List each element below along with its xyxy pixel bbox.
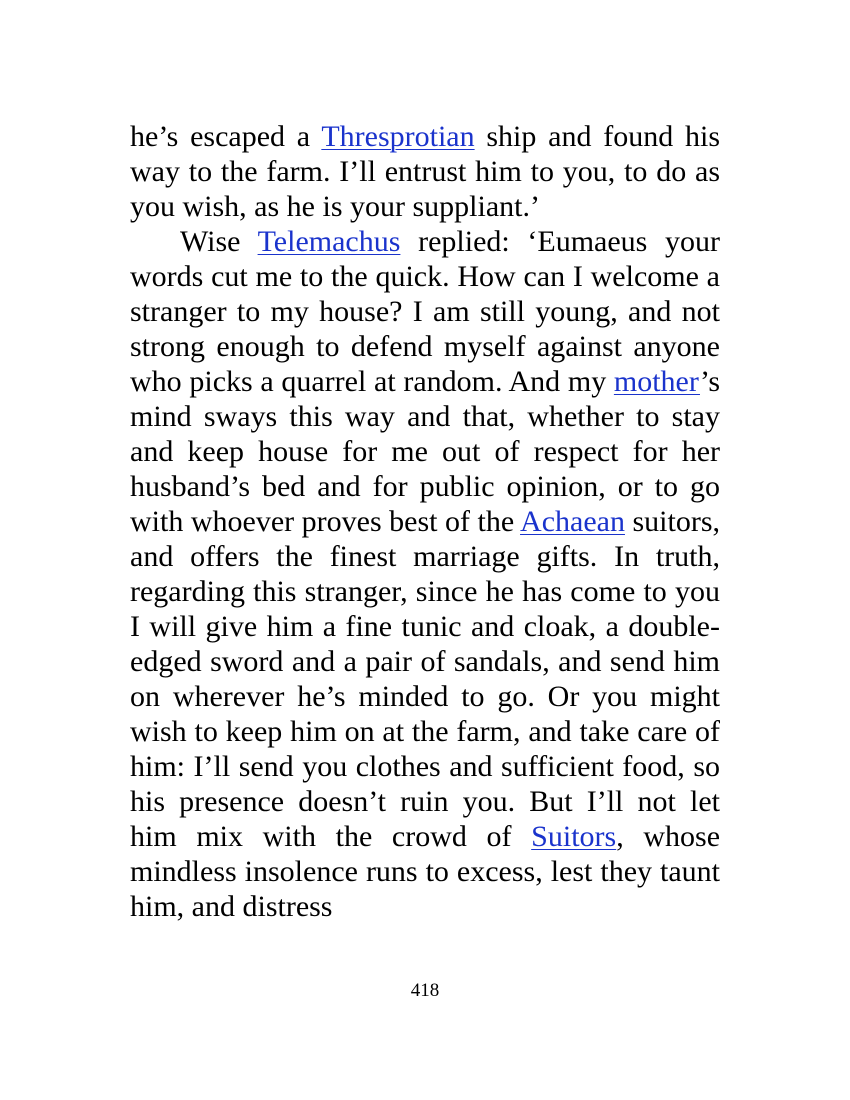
link-suitors[interactable]: Suitors [531, 820, 617, 853]
page-number: 418 [410, 980, 440, 1001]
link-achaean[interactable]: Achaean [520, 505, 625, 538]
text-run: ship and found his way to the farm. I’ll entrust him to you, to do as you wish, as he is your suppliant.’ [130, 120, 720, 223]
link-telemachus[interactable]: Telemachus [257, 225, 401, 258]
text-run: suitors, and offers the finest marriage gifts. In truth, regarding this stranger, since he has come to you I will give him a fine tunic and cloak, a double-edged sword and a pair of sandals, and send him on wherever he’s minded to go. Or you might wish to keep him on at the farm, and take care of him: I’ll send you clothes and sufficient food, so his presence doesn’t ruin you. But I’ll not let him mix with the crowd of [130, 505, 720, 853]
text-run: Wise [180, 225, 258, 258]
link-mother[interactable]: mother [613, 365, 700, 398]
text-run: , whose mindless insolence runs to excess, lest they taunt him, and distress [130, 820, 721, 923]
text-run: replied: ‘Eumaeus your words cut me to the quick. How can I welcome a stranger to my house? I am still young, and not strong enough to defend myself against anyone who picks a quarrel at random. And my [130, 225, 720, 398]
link-thresprotian[interactable]: Thresprotian [321, 120, 475, 153]
body-text [130, 119, 720, 924]
text-run: he’s escaped a [130, 120, 322, 153]
text-run: ’s mind sways this way and that, whether to stay and keep house for me out of respect for her husband’s bed and for public opinion, or to go with whoever proves best of the [130, 365, 720, 538]
paragraph-2 [130, 224, 720, 924]
paragraph-1 [130, 119, 720, 224]
